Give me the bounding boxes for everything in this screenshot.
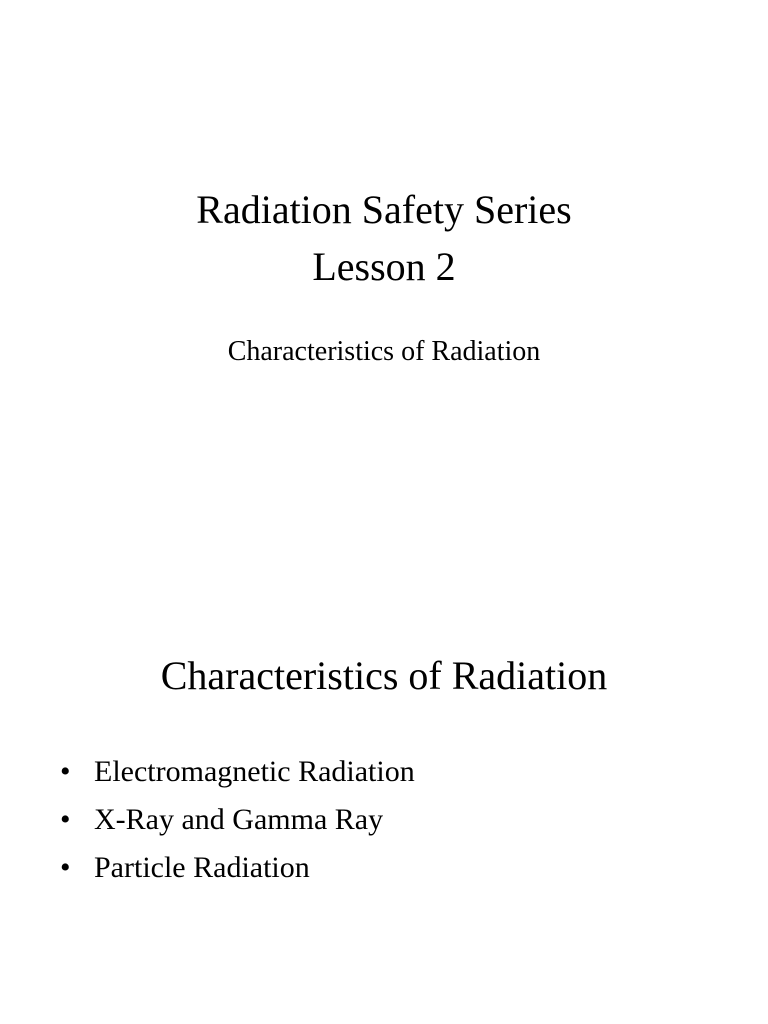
bullet-item — [60, 844, 415, 892]
content-slide — [0, 512, 768, 1024]
bullet-item — [60, 796, 415, 844]
bullet-icon: • — [60, 851, 71, 884]
slide-subtitle: Characteristics of Radiation — [227, 336, 541, 367]
content-slide-title: Characteristics of Radiation — [160, 653, 608, 698]
slide-title-line-2: Lesson 2 — [312, 244, 456, 289]
bullet-list — [60, 748, 415, 892]
bullet-item — [60, 748, 415, 796]
slide-title-line-1: Radiation Safety Series — [196, 187, 572, 232]
bullet-text: Electromagnetic Radiation — [94, 755, 415, 788]
bullet-icon: • — [60, 803, 71, 836]
bullet-text: X-Ray and Gamma Ray — [94, 803, 384, 836]
bullet-icon: • — [60, 755, 71, 788]
bullet-text: Particle Radiation — [94, 851, 310, 884]
